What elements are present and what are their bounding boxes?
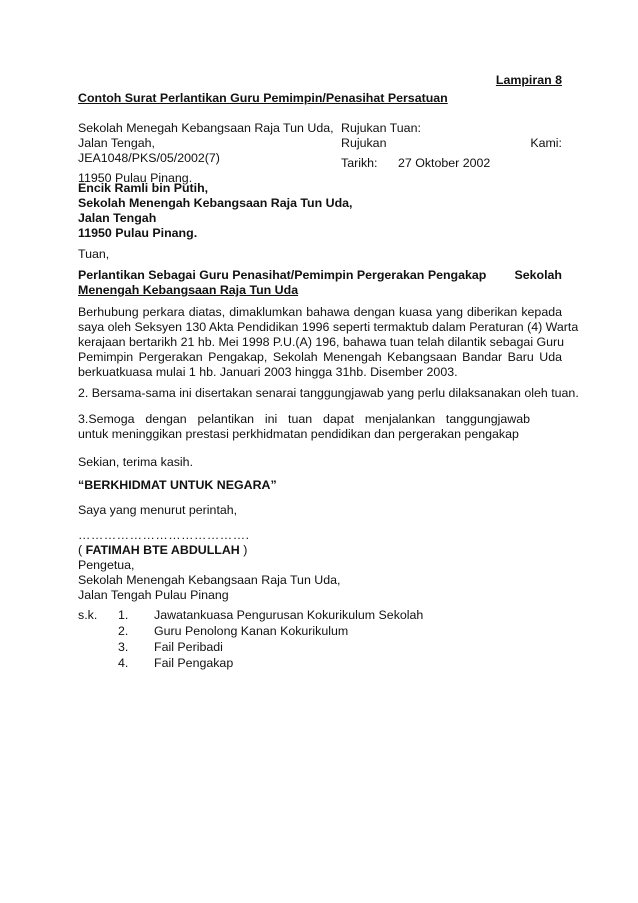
sk-item [118,640,423,656]
sk-item [118,608,423,624]
rujukan-label: Rujukan [341,136,387,150]
subject-heading [78,268,562,298]
letter-page [78,0,579,903]
paragraph-1-line: Berhubung perkara diatas, dimaklumkan bahawa dengan kuasa yang diberikan kepada [78,305,562,319]
sk-item-num: 3. [118,640,129,654]
sk-label: s.k. [78,608,98,622]
paren-open: ( [78,543,86,557]
recipient-line: 11950 Pulau Pinang. [78,226,198,240]
paragraph-1-line: Pemimpin Pergerakan Pengakap, Sekolah Menengah Kebangsaan Bandar Baru Uda [78,350,562,364]
paragraph-3-line: 3.Semoga dengan pelantikan ini tuan dapat menjalankan tanggungjawab [78,412,530,426]
subject-line1-right: Sekolah [514,268,562,282]
subject-line1: Perlantikan Sebagai Guru Penasihat/Pemimpin Pergerakan Pengakap [78,268,487,282]
paragraph-3 [78,412,530,442]
sender-address [78,121,334,186]
lampiran-label: Lampiran 8 [495,73,562,87]
tarikh-value: 27 Oktober 2002 [398,156,491,170]
letter-title: Contoh Surat Perlantikan Guru Pemimpin/Penasihat Persatuan [78,91,448,105]
subject-line2: Menengah Kebangsaan Raja Tun Uda [78,283,299,297]
paragraph-1-line: saya oleh Seksyen 130 Akta Pendidikan 1996 seperti termaktub dalam Peraturan (4) Warta [78,320,579,334]
paragraph-1-line: berkuatkuasa mulai 1 hb. Januari 2003 hingga 31hb. Disember 2003. [78,365,458,379]
sk-list [118,608,423,672]
saya-text: Saya yang menurut perintah, [78,503,238,517]
sk-item [118,624,423,640]
salutation: Tuan, [78,247,110,261]
signatory-school: Sekolah Menengah Kebangsaan Raja Tun Uda, [78,573,341,587]
recipient-line: Encik Ramli bin Putih, [78,181,209,195]
sender-line: Sekolah Menegah Kebangsaan Raja Tun Uda, [78,121,334,135]
closing-text: Sekian, terima kasih. [78,455,194,469]
paragraph-1-line: kerajaan bertarikh 21 hb. Mei 1998 P.U.(A) 196, bahawa tuan telah dilantik sebagai Guru [78,335,565,349]
sender-line: JEA1048/PKS/05/2002(7) [78,151,220,165]
signature-line: …………………………………. [78,528,250,542]
sk-item-num: 2. [118,624,129,638]
sk-item-text: Fail Peribadi [154,640,223,654]
signatory-name: FATIMAH BTE ABDULLAH [85,543,240,557]
paragraph-3-line: untuk meninggikan prestasi perkhidmatan pendidikan dan pergerakan pengakap [78,427,519,441]
reference-block [341,121,421,151]
sender-line: Jalan Tengah, [78,136,155,150]
paren-close: ) [239,543,248,557]
signatory-block [78,543,340,603]
recipient-line: Jalan Tengah [78,211,157,225]
kami-label: Kami: [530,136,562,150]
sk-item-text: Jawatankuasa Pengurusan Kokurikulum Sekolah [154,608,424,622]
paragraph-1 [78,305,579,380]
recipient-line: Sekolah Menengah Kebangsaan Raja Tun Uda, [78,196,353,210]
rujukan-tuan-label: Rujukan Tuan: [341,121,421,135]
sk-item-num: 1. [118,608,129,622]
signatory-name-row [78,543,340,558]
signatory-position: Pengetua, [78,558,135,572]
recipient-address [78,181,353,241]
sk-item-text: Fail Pengakap [154,656,234,670]
tarikh-label: Tarikh: [341,156,378,170]
signatory-address: Jalan Tengah Pulau Pinang [78,588,229,602]
sender-line: 11950 Pulau Pinang. [78,171,193,185]
paragraph-2: 2. Bersama-sama ini disertakan senarai tanggungjawab yang perlu dilaksanakan oleh tuan. [78,386,579,400]
motto: “BERKHIDMAT UNTUK NEGARA” [78,478,277,492]
sk-item [118,656,423,672]
sk-item-text: Guru Penolong Kanan Kokurikulum [154,624,349,638]
sk-item-num: 4. [118,656,129,670]
